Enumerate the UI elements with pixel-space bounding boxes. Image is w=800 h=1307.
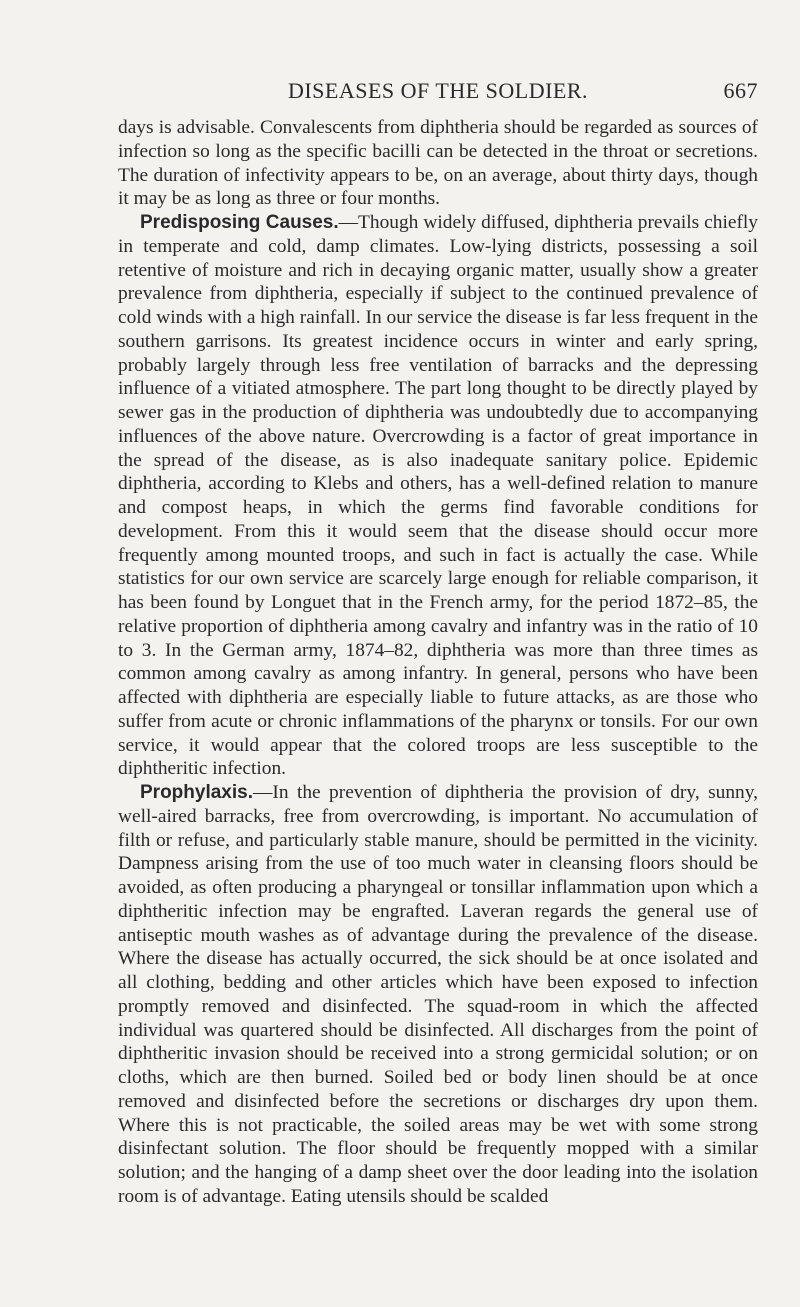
- body-text: [118, 116, 758, 1209]
- section-heading-predisposing-causes: Predisposing Causes.: [140, 212, 339, 233]
- running-title: DISEASES OF THE SOLDIER.: [287, 78, 589, 103]
- paragraph-predisposing-causes: [118, 211, 758, 781]
- page-header: [118, 78, 758, 108]
- page-number: 667: [723, 78, 758, 103]
- paragraph-text: —Though widely diffused, diphtheria prevails chiefly in temperate and cold, damp climates. Low-lying districts, possessing a soil retentive of moisture and rich in decaying organic matter, usually show a greater prevalence from diphtheria, especially if subject to the continued prevalence of cold winds with a high rainfall. In our service the disease is far less frequent in the southern garrisons. Its greatest incidence occurs in winter and early spring, probably largely through less free ventilation of barracks and the depressing influence of a vitiated atmosphere. The part long thought to be directly played by sewer gas in the production of diphtheria was undoubtedly due to accompanying influences of the above nature. Overcrowding is a factor of great importance in the spread of the disease, as is also inadequate sanitary police. Epidemic diphtheria, according to Klebs and others, has a well-defined relation to manure and compost heaps, in which the germs find favorable conditions for development. From this it would seem that the disease should occur more frequently among mounted troops, and such in fact is actually the case. While statistics for our own service are scarcely large enough for reliable comparison, it has been found by Longuet that in the French army, for the period 1872–85, the relative proportion of diphtheria among cavalry and infantry was in the ratio of 10 to 3. In the German army, 1874–82, diphtheria was more than three times as common among cavalry as among infantry. In general, persons who have been affected with diphtheria are especially liable to future attacks, as are those who suffer from acute or chronic inflammations of the pharynx or tonsils. For our own service, it would appear that the colored troops are less susceptible to the diphtheritic infection.: [118, 212, 758, 780]
- paragraph-continuation: [118, 116, 758, 211]
- paragraph-prophylaxis: [118, 781, 758, 1209]
- paragraph-text: —In the prevention of diphtheria the provision of dry, sunny, well-aired barracks, free from overcrowding, is important. No accumulation of filth or refuse, and particularly stable manure, should be permitted in the vicinity. Dampness arising from the use of too much water in cleansing floors should be avoided, as often producing a pharyngeal or tonsillar inflammation upon which a diphtheritic infection may be engrafted. Laveran regards the general use of antiseptic mouth washes as of advantage during the prevalence of the disease. Where the disease has actually occurred, the sick should be at once isolated and all clothing, bedding and other articles which have been exposed to infection promptly removed and disinfected. The squad-room in which the affected individual was quartered should be disinfected. All discharges from the point of diphtheritic invasion should be received into a strong germicidal solution; or on cloths, which are then burned. Soiled bed or body linen should be at once removed and disinfected before the secretions or discharges dry upon them. Where this is not practicable, the soiled areas may be wet with some strong disinfectant solution. The floor should be frequently mopped with a similar solution; and the hanging of a damp sheet over the door leading into the isolation room is of advantage. Eating utensils should be scalded: [118, 782, 758, 1207]
- paragraph-text: days is advisable. Convalescents from diphtheria should be regarded as sources of infection so long as the specific bacilli can be detected in the throat or secretions. The duration of infectivity appears to be, on an average, about thirty days, though it may be as long as three or four months.: [118, 117, 758, 210]
- section-heading-prophylaxis: Prophylaxis.: [140, 782, 253, 803]
